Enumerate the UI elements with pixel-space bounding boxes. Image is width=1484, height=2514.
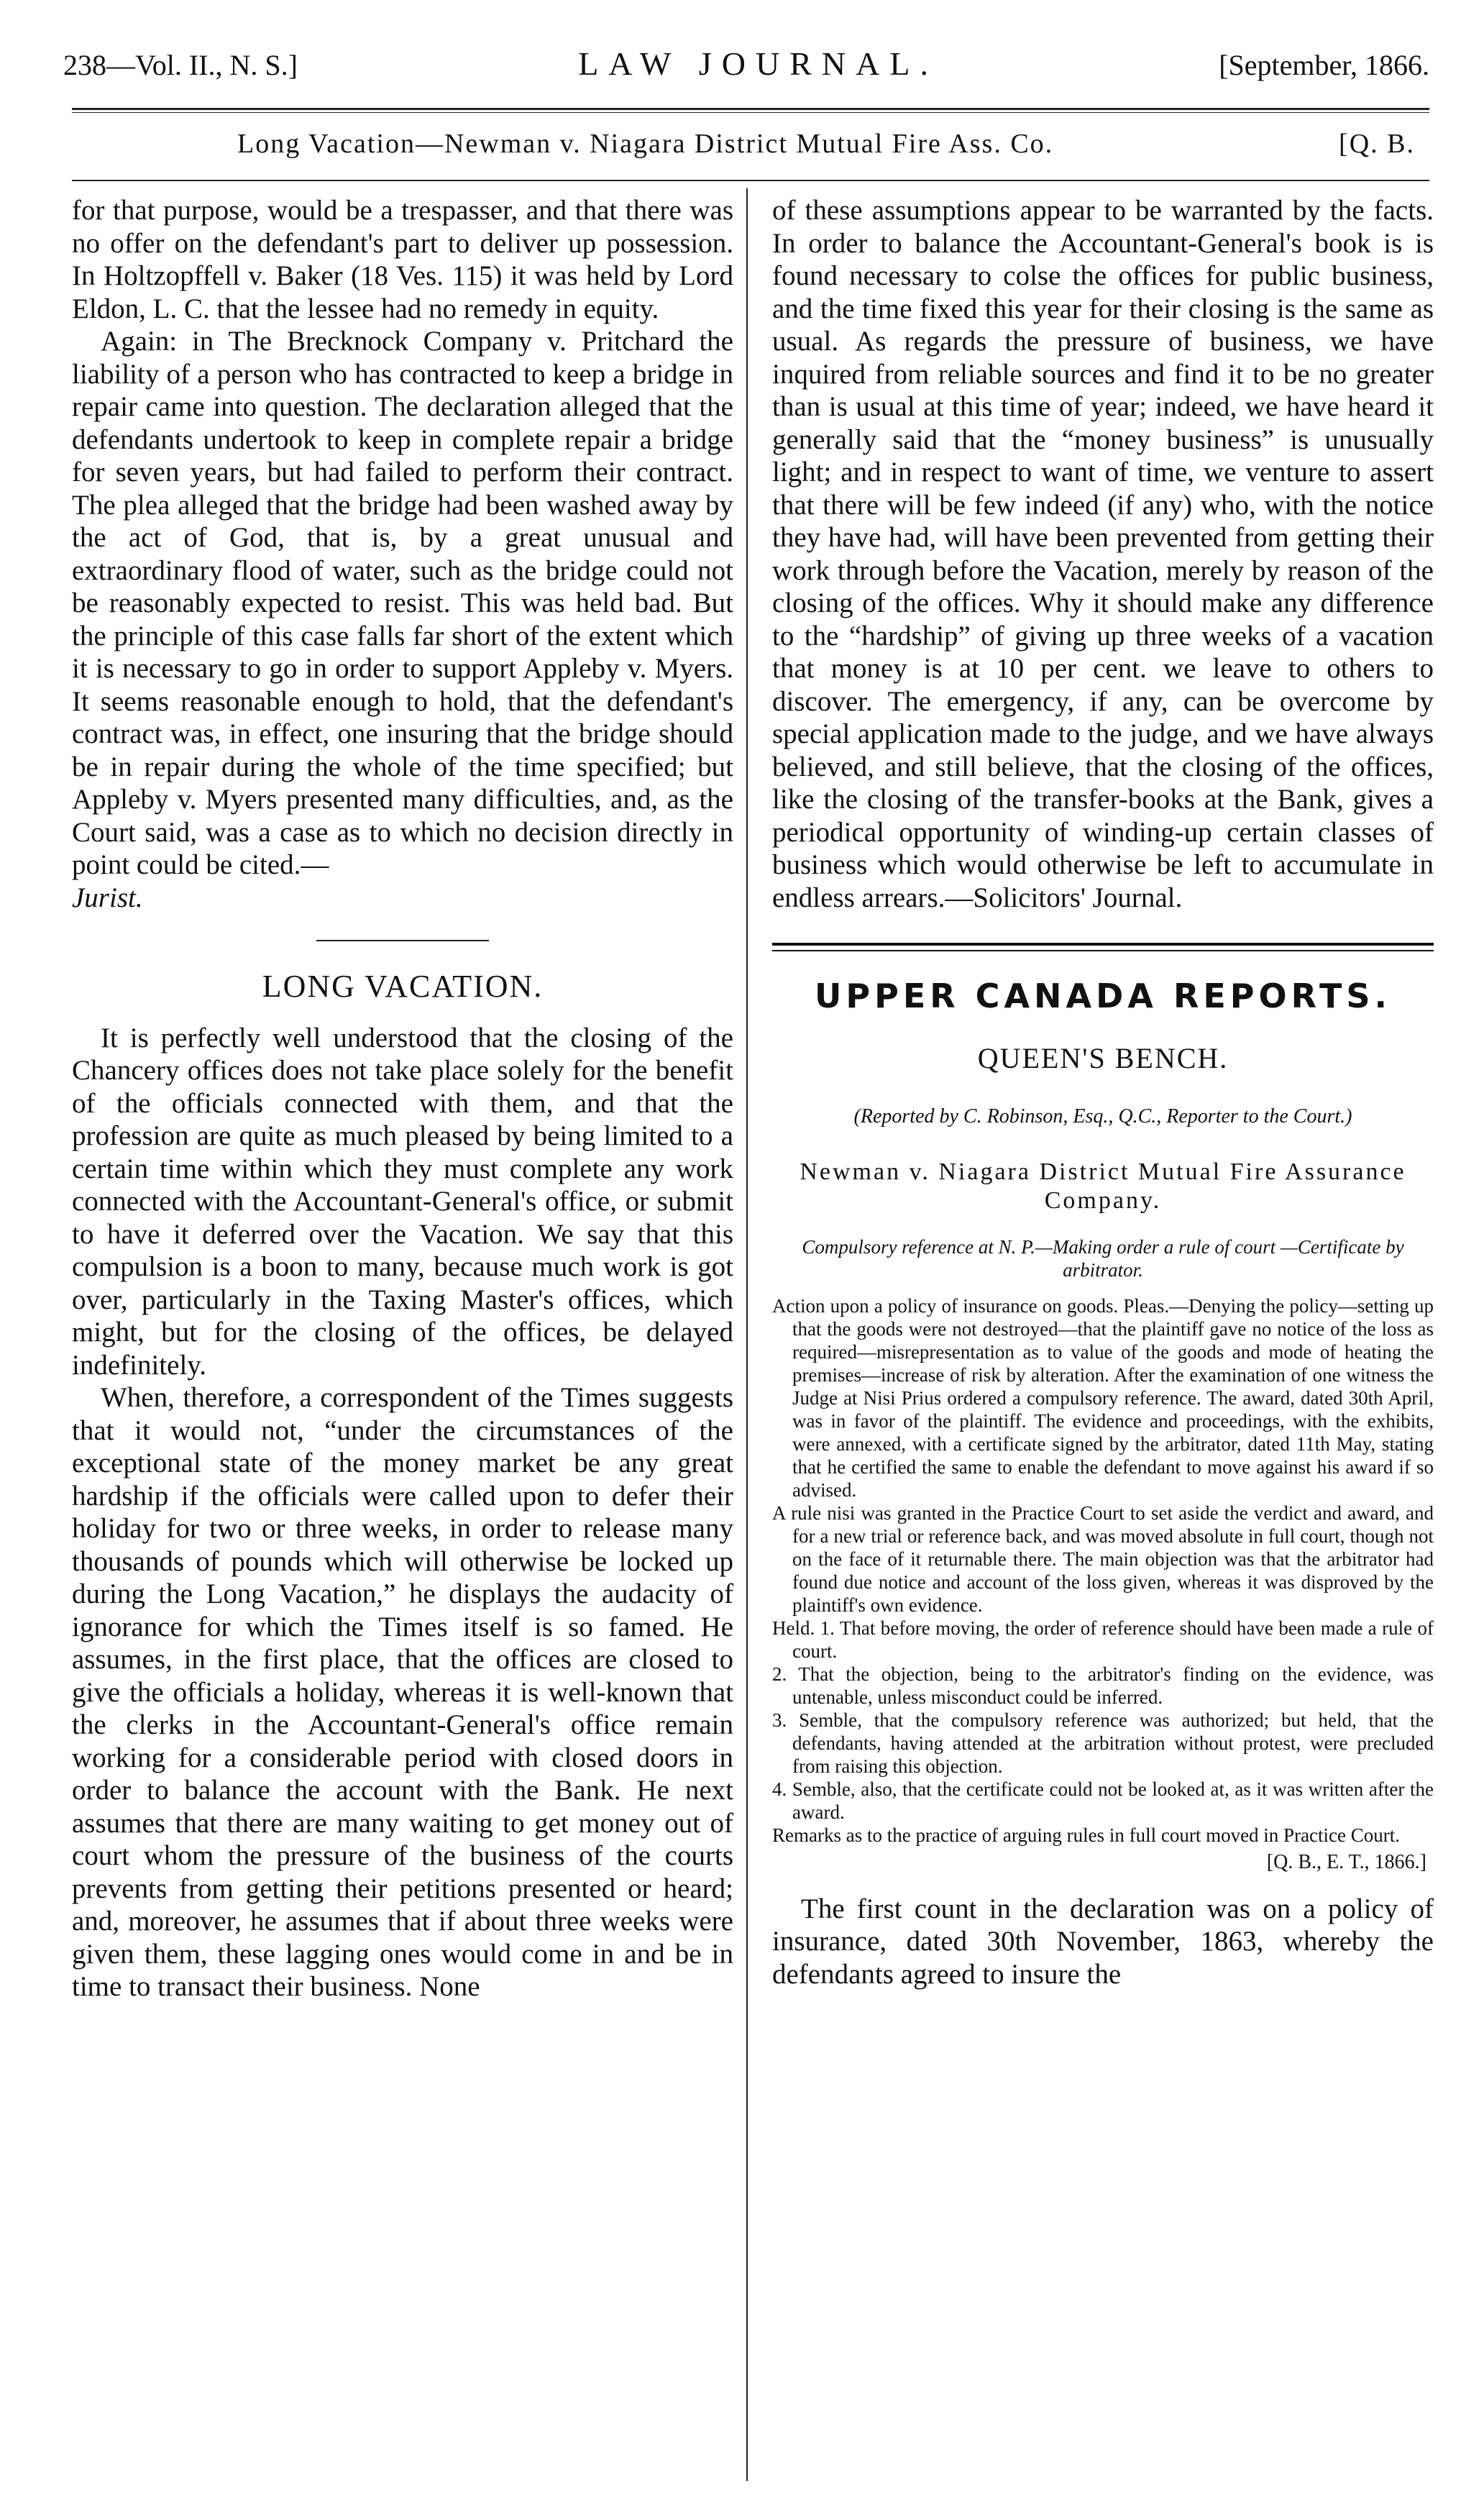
headnote-item: Action upon a policy of insurance on goods. Pleas.—Denying the policy—setting up that the goods were not destroyed—that the plaintiff gave no notice of the loss as required—misrepresentation as to value of the goods and mode of heating the premises—increase of risk by alteration. After the examination of one witness the Judge at Nisi Prius ordered a compulsory reference. The award, dated 30th April, was in favor of the plaintiff. The evidence and proceedings, with the exhibits, were annexed, with a certificate signed by the arbitrator, dated 11th May, stating that he certified the same to enable the defendant to move against his award if so advised. xyxy=(772,1294,1434,1501)
headnote-item: 2. That the objection, being to the arbitrator's finding on the evidence, was untenable, unless misconduct could be inferred. xyxy=(772,1663,1434,1708)
section-rule-thick xyxy=(772,943,1434,946)
running-header xyxy=(72,122,1429,165)
masthead-rule xyxy=(72,108,1429,110)
reporter-credit: (Reported by C. Robinson, Esq., Q.C., Reporter to the Court.) xyxy=(853,1105,1352,1128)
headnote-item: 3. Semble, that the compulsory reference was authorized; but held, that the defendants, having attended at the arbitration without protest, were precluded from raising this objection. xyxy=(772,1709,1434,1777)
running-title: Long Vacation—Newman v. Niagara District Mutual Fire Ass. Co. xyxy=(237,129,1054,159)
right-column xyxy=(772,194,1434,1990)
court-section: [Q. B. xyxy=(1339,129,1415,159)
section-title: LONG VACATION. xyxy=(262,969,544,1004)
paragraph: of these assumptions appear to be warranted by the facts. In order to balance the Accountant-General's book is is found necessary to colse the offices for public business, and the time fixed this year for their closing is the same as usual. As regards the pressure of business, we have inquired from reliable sources and find it to be no greater than is usual at this time of year; indeed, we have heard it generally said that the “money business” is unusually light; and in respect to want of time, we venture to assert that there will be few indeed (if any) who, with the notice they have had, will have been prevented from getting their work through before the Vacation, merely by reason of the closing of the offices. Why it should make any difference to the “hardship” of giving up three weeks of a vacation that money is at 10 per cent. we leave to others to discover. The emergency, if any, can be overcome by special application made to the judge, and we have always believed, and still believe, that the closing of the offices, like the closing of the transfer-books at the Bank, gives a periodical opportunity of winding-up certain classes of business which would otherwise be left to accumulate in endless arrears.—Solicitors' Journal. xyxy=(772,195,1434,913)
court-name: QUEEN'S BENCH. xyxy=(977,1041,1229,1074)
case-title: Newman v. Niagara District Mutual Fire Assurance Company. xyxy=(800,1158,1406,1214)
headnote-item: Held. 1. That before moving, the order of reference should have been made a rule of court. xyxy=(772,1617,1434,1662)
section-divider xyxy=(316,940,489,941)
page-number-volume: 238—Vol. II., N. S.] xyxy=(63,49,298,81)
headnote-tag: Compulsory reference at N. P.—Making order a rule of court —Certificate by arbitrator. xyxy=(802,1235,1404,1281)
paragraph: When, therefore, a correspondent of the Times suggests that it would not, “under the circumstances of the exceptional state of the money market be any great hardship if the officials were called upon to defer their holiday for two or three weeks, in order to release many thousands of pounds which will otherwise be locked up during the Long Vacation,” he displays the audacity of ignorance for which the Times itself is so famed. He assumes, in the first place, that the offices are closed to give the officials a holiday, whereas it is well-known that the clerks in the Accountant-General's office remain working for a considerable period with closed doors in order to balance the account with the Bank. He next assumes that there are many waiting to get money out of court whom the pressure of the business of the courts prevents from getting their petitions presented or heard; and, moreover, he assumes that if about three weeks were given them, these lagging ones would come in and be in time to transact their business. None xyxy=(72,1382,733,2002)
headnote-item: A rule nisi was granted in the Practice Court to set aside the verdict and award, and for a new trial or reference back, and was moved absolute in full court, though not on the face of it returnable there. The main objection was that the arbitrator had found due notice and account of the loss given, whereas it was disproved by the plaintiff's own evidence. xyxy=(772,1501,1434,1616)
issue-date: [September, 1866. xyxy=(1219,49,1429,81)
paragraph: The first count in the declaration was on a policy of insurance, dated 30th November, 1863, whereby the defendants agreed to insure the xyxy=(772,1893,1434,1990)
paragraph: It is perfectly well understood that the closing of the Chancery offices does not take place solely for the benefit of the officials connected with them, and that the profession are quite as much pleased by being limited to a certain time within which they must complete any work connected with the Accountant-General's office, or submit to have it deferred over the Vacation. We say that this compulsion is a boon to many, because much work is got over, particularly in the Taxing Master's offices, which might, but for the closing of the offices, be delayed indefinitely. xyxy=(72,1022,733,1381)
citation: Jurist. xyxy=(72,882,143,913)
headnote-item: 4. Semble, also, that the certificate could not be looked at, as it was written after the award. xyxy=(772,1778,1434,1823)
paragraph: Again: in The Brecknock Company v. Pritchard the liability of a person who has contracted to keep a bridge in repair came into question. The declaration alleged that the defendants undertook to keep in complete repair a bridge for seven years, but had failed to perform their contract. The plea alleged that the bridge had been washed away by the act of God, that is, by a great unusual and extraordinary flood of water, such as the bridge could not be reasonably expected to resist. This was held bad. But the principle of this case falls far short of the extent which it is necessary to go in order to support Appleby v. Myers. It seems reasonable enough to hold, that the defendant's contract was, in effect, one insuring that the bridge should be in repair during the whole of the time specified; but Appleby v. Myers presented many difficulties, and, as the Court said, was a case as to which no decision directly in point could be cited.— xyxy=(72,326,733,880)
column-divider xyxy=(746,188,748,2481)
journal-title: LAW JOURNAL. xyxy=(578,45,938,82)
masthead-rule-thin xyxy=(72,112,1429,113)
term-citation: [Q. B., E. T., 1866.] xyxy=(1266,1850,1426,1873)
paragraph: for that purpose, would be a trespasser, and that there was no offer on the defendant's part to deliver up possession. In Holtzopffell v. Baker (18 Ves. 115) it was held by Lord Eldon, L. C. that the lessee had no remedy in equity. xyxy=(72,195,733,324)
header-rule xyxy=(72,180,1429,181)
headnote-item: Remarks as to the practice of arguing rules in full court moved in Practice Court. xyxy=(772,1824,1401,1846)
left-column xyxy=(72,194,733,2003)
headnote xyxy=(772,1294,1434,1874)
section-rule-thin xyxy=(772,950,1434,951)
reports-title: UPPER CANADA REPORTS. xyxy=(815,977,1391,1015)
masthead xyxy=(63,45,1429,95)
